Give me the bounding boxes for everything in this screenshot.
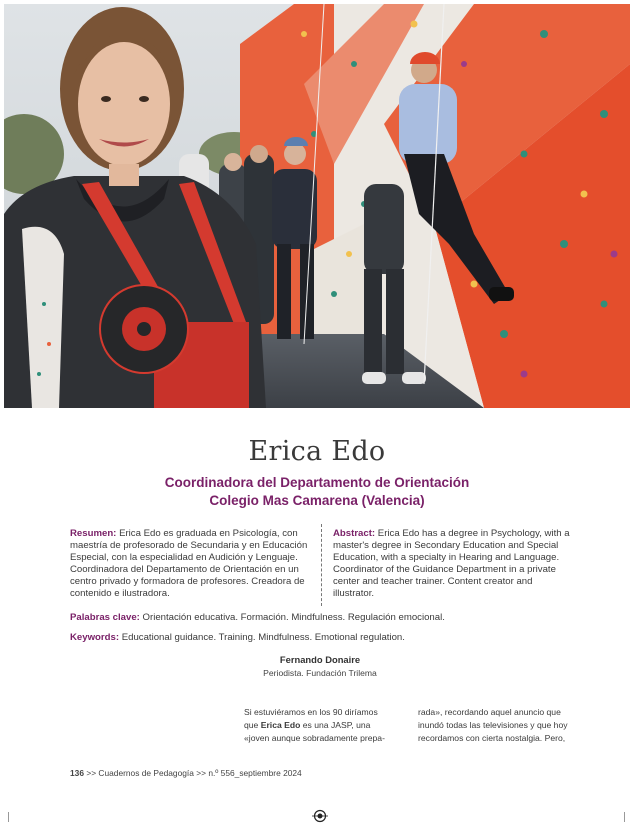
- abstract-english-label: Abstract:: [333, 528, 376, 539]
- abstract-english-text: Erica Edo has a degree in Psychology, with a master's degree in Secondary Education and Special Education, with a specialty in Hearing and Language. Coordinator of the Guidance Department in a private center and teacher trainer. Content creator and illustrator.: [333, 528, 570, 600]
- keywords-spanish: [70, 612, 445, 623]
- article-photo: [4, 4, 630, 408]
- keywords-spanish-text: Orientación educativa. Formación. Mindfulness. Regulación emocional.: [142, 612, 445, 623]
- author-role: Periodista. Fundación Trilema: [263, 668, 377, 678]
- abstract-spanish-text: Erica Edo es graduada en Psicología, con maestría de profesorado de Secundaria y en Educación Especial, con la especialidad en Audición y Lenguaje. Coordinadora del Departamento de Orientación en un centro privado y formadora de profesores. Creadora de contenido e ilustradora.: [70, 528, 308, 600]
- abstract-english: [333, 528, 573, 601]
- keywords-english-text: Educational guidance. Training. Mindfulness. Emotional regulation.: [121, 632, 405, 643]
- subtitle-school: Colegio Mas Camarena (Valencia): [209, 493, 425, 508]
- page-number: 136: [70, 768, 84, 778]
- footer-publication: >> Cuadernos de Pedagogía >> n.º 556_septiembre 2024: [86, 768, 302, 778]
- body-left-pre: Si estuviéramos en los 90 diríamos que: [244, 707, 378, 731]
- abstract-spanish: [70, 528, 310, 601]
- body-column-right: rada», recordando aquel anuncio que inundó todas las televisiones y que hoy recordamos con cierta nostalgia. Pero,: [418, 707, 568, 744]
- subtitle-position: Coordinadora del Departamento de Orientación: [164, 475, 470, 490]
- page-footer: [70, 768, 302, 778]
- body-left-post: es una JASP, una «joven aunque sobradamente prepa-: [244, 720, 385, 744]
- body-column-left: [244, 706, 394, 746]
- climbing-wall-photo: [4, 4, 630, 408]
- keywords-spanish-label: Palabras clave:: [70, 612, 140, 623]
- body-left-bold: Erica Edo: [260, 720, 301, 731]
- crop-mark: [624, 812, 625, 822]
- crop-mark: [8, 812, 9, 822]
- article-title-name: Erica Edo: [248, 436, 386, 467]
- abstract-spanish-label: Resumen:: [70, 528, 117, 539]
- author-name: Fernando Donaire: [279, 654, 361, 665]
- keywords-english-label: Keywords:: [70, 632, 120, 643]
- column-divider: [321, 524, 322, 606]
- keywords-english: [70, 632, 405, 643]
